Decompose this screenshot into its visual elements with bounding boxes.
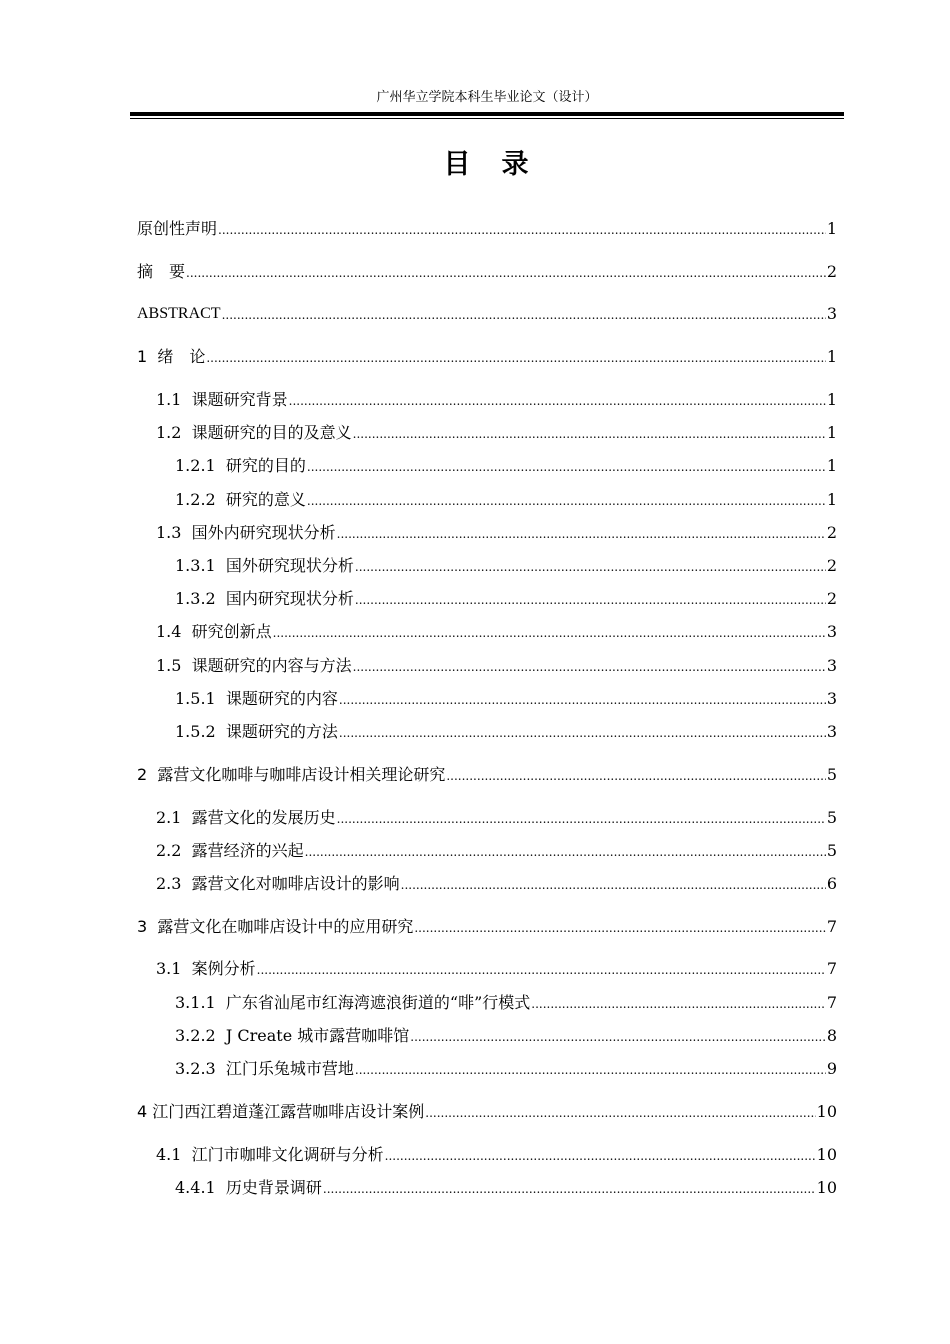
toc-entry[interactable] [175,454,837,476]
toc-entry[interactable] [137,345,837,367]
toc-leader-dots [353,424,826,443]
toc-leader-dots [355,590,826,609]
toc-entry[interactable] [175,991,837,1013]
toc-entry-label: 1.5.1 课题研究的内容 [175,689,338,708]
header-rule-thin [130,118,844,119]
toc-entry-label: 1.2.2 研究的意义 [175,490,306,509]
toc-entry-page: 1 [826,423,837,442]
toc-entry[interactable] [175,1176,837,1198]
toc-entry-page: 10 [816,1145,837,1164]
toc-leader-dots [414,918,825,937]
toc-entry-page: 3 [826,722,837,741]
toc-entry-page: 3 [826,656,837,675]
toc-entry[interactable] [175,488,837,510]
toc-entry[interactable] [175,1057,837,1079]
toc-entry-page: 2 [826,262,837,281]
toc-entry[interactable] [137,763,837,785]
toc-entry-label: 3.2.3 江门乐兔城市营地 [175,1059,354,1078]
toc-entry[interactable] [175,720,837,742]
toc-entry[interactable] [137,260,837,282]
toc-entry-label: 2.3 露营文化对咖啡店设计的影响 [156,874,400,893]
running-header: 广州华立学院本科生毕业论文（设计） [376,90,598,105]
toc-entry-page: 10 [816,1102,837,1121]
toc-entry[interactable] [156,421,837,443]
toc-leader-dots [339,723,826,742]
toc-leader-dots [323,1179,816,1198]
toc-entry-label: 1.4 研究创新点 [156,622,272,641]
toc-entry-label: 3.2.2 J Create 城市露营咖啡馆 [175,1026,410,1045]
toc-leader-dots [401,875,826,894]
toc-entry[interactable] [137,915,837,937]
toc-entry-page: 7 [826,993,837,1012]
toc-entry-label: 1.3.2 国内研究现状分析 [175,589,354,608]
toc-entry-page: 2 [826,589,837,608]
toc-entry[interactable] [156,872,837,894]
toc-leader-dots [337,809,826,828]
toc-entry-page: 3 [826,622,837,641]
toc-leader-dots [305,842,826,861]
toc-leader-dots [307,491,826,510]
toc-entry[interactable] [156,839,837,861]
toc-entry[interactable] [156,521,837,543]
toc-leader-dots [353,657,826,676]
toc-leader-dots [337,524,826,543]
toc-entry-label: 1.3 国外内研究现状分析 [156,523,336,542]
page-title: 目 录 [443,149,531,180]
toc-entry-label: 3.1.1 广东省汕尾市红海湾遮浪街道的“啡”行模式 [175,993,531,1012]
toc-entry-label: 1.2 课题研究的目的及意义 [156,423,352,442]
toc-entry[interactable] [175,687,837,709]
toc-leader-dots [446,766,825,785]
toc-entry-page: 3 [826,304,837,323]
toc-entry-page: 2 [826,523,837,542]
toc-entry-label: 2 露营文化咖啡与咖啡店设计相关理论研究 [137,765,446,784]
toc-entry-label: 1.5 课题研究的内容与方法 [156,656,352,675]
toc-entry[interactable] [156,388,837,410]
toc-leader-dots [355,1060,826,1079]
toc-leader-dots [186,263,826,282]
toc-entry-label: 原创性声明 [137,219,218,238]
toc-leader-dots [355,557,826,576]
toc-entry-page: 7 [826,959,837,978]
toc-entry-page: 1 [826,219,837,238]
toc-entry[interactable] [156,957,837,979]
toc-entry-label: 1.3.1 国外研究现状分析 [175,556,354,575]
toc-entry[interactable] [137,1100,837,1122]
toc-leader-dots [206,348,825,367]
toc-entry-page: 5 [826,808,837,827]
toc-leader-dots [531,994,826,1013]
toc-entry-label: ABSTRACT [137,305,221,322]
toc-entry-label: 4 江门西江碧道蓬江露营咖啡店设计案例 [137,1102,425,1121]
toc-entry[interactable] [156,654,837,676]
toc-leader-dots [307,457,826,476]
toc-entry[interactable] [156,1143,837,1165]
toc-entry-page: 5 [826,765,837,784]
toc-leader-dots [289,391,826,410]
toc-entry-label: 摘 要 [137,262,186,281]
toc-entry-label: 1.5.2 课题研究的方法 [175,722,338,741]
toc-entry-page: 8 [826,1026,837,1045]
toc-entry-page: 1 [826,347,837,366]
header-rule-thick [130,112,844,116]
toc-leader-dots [425,1103,815,1122]
toc-entry-label: 3 露营文化在咖啡店设计中的应用研究 [137,917,414,936]
toc-leader-dots [385,1146,816,1165]
toc-entry[interactable] [156,806,837,828]
toc-entry-label: 1.1 课题研究背景 [156,390,288,409]
toc-entry-page: 7 [826,917,837,936]
toc-entry-page: 2 [826,556,837,575]
toc-leader-dots [273,623,826,642]
toc-entry-label: 1 绪 论 [137,347,206,366]
toc-entry-page: 9 [826,1059,837,1078]
toc-entry-label: 3.1 案例分析 [156,959,256,978]
toc-entry-label: 4.1 江门市咖啡文化调研与分析 [156,1145,384,1164]
toc-entry[interactable] [175,554,837,576]
toc-entry-page: 10 [816,1178,837,1197]
toc-entry-label: 2.1 露营文化的发展历史 [156,808,336,827]
toc-entry[interactable] [137,302,837,324]
toc-leader-dots [339,690,826,709]
toc-entry[interactable] [175,587,837,609]
toc-entry-page: 3 [826,689,837,708]
toc-leader-dots [410,1027,826,1046]
toc-entry-page: 1 [826,390,837,409]
toc-entry-page: 6 [826,874,837,893]
toc-entry-label: 1.2.1 研究的目的 [175,456,306,475]
toc-entry[interactable] [175,1024,837,1046]
toc-entry[interactable] [137,217,837,239]
toc-entry-page: 1 [826,490,837,509]
toc-leader-dots [218,220,826,239]
toc-entry-label: 4.4.1 历史背景调研 [175,1178,322,1197]
toc-leader-dots [222,305,826,324]
toc-entry-label: 2.2 露营经济的兴起 [156,841,304,860]
toc-entry-page: 5 [826,841,837,860]
toc-entry-page: 1 [826,456,837,475]
toc-entry[interactable] [156,620,837,642]
toc-leader-dots [257,960,826,979]
